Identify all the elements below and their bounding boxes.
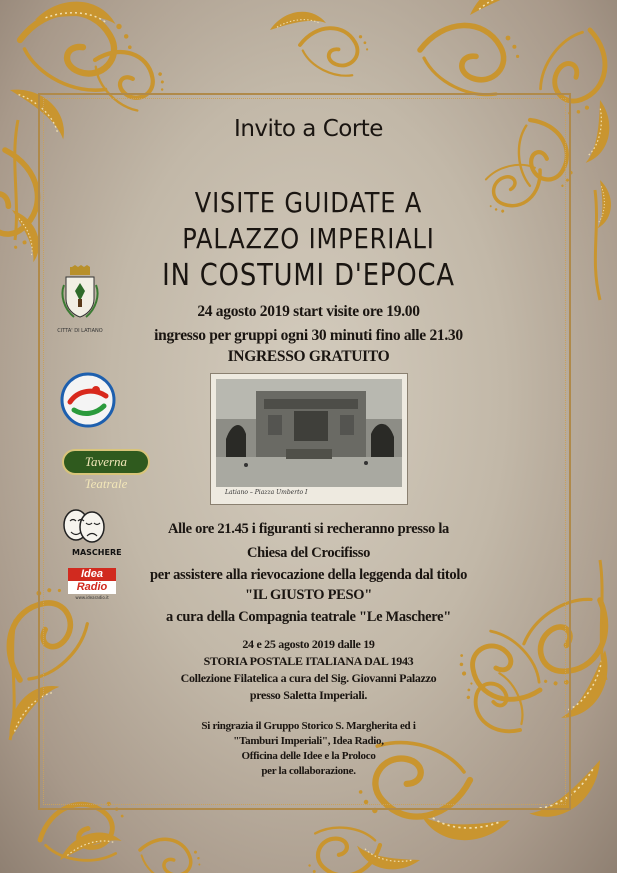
comune-coat-of-arms-icon — [60, 265, 100, 335]
expo-line-4: presso Saletta Imperiali. — [249, 688, 368, 702]
event-line-1: Alle ore 21.45 i figuranti si recheranno presso la — [167, 521, 450, 537]
info-free-entry: INGRESSO GRATUITO — [227, 348, 390, 365]
thanks-line-1: Si ringrazia il Gruppo Storico S. Margherita ed i — [201, 720, 416, 732]
thanks-line-2: "Tamburi Imperiali", Idea Radio, — [233, 735, 384, 747]
event-line-4: "IL GIUSTO PESO" — [244, 587, 373, 603]
info-groups: ingresso per gruppi ogni 30 minuti fino alle 21.30 — [154, 327, 463, 344]
event-line-2: Chiesa del Crocifisso — [246, 545, 371, 561]
thanks-line-3: Officina delle Idee e la Proloco — [241, 750, 376, 762]
headline-line-2: PALAZZO IMPERIALI — [182, 222, 435, 255]
event-line-3: per assistere alla rievocazione della leggenda dal titolo — [149, 567, 468, 583]
expo-line-3: Collezione Filatelica a cura del Sig. Giovanni Palazzo — [180, 671, 437, 685]
idea-radio-top: Idea — [68, 568, 116, 581]
proloco-logo-icon — [60, 372, 116, 428]
headline-line-1: VISITE GUIDATE A — [194, 186, 423, 219]
taverna-teatrale-logo: Taverna Teatrale — [62, 449, 150, 475]
expo-line-2: STORIA POSTALE ITALIANA DAL 1943 — [203, 654, 414, 668]
historic-photo — [210, 373, 408, 505]
info-date-start: 24 agosto 2019 start visite ore 19.00 — [197, 303, 420, 320]
comune-label: CITTA' DI LATIANO — [57, 328, 103, 334]
expo-line-1: 24 e 25 agosto 2019 dalle 19 — [242, 637, 375, 651]
thanks-line-4: per la collaborazione. — [261, 765, 356, 777]
idea-radio-url: www.idearadio.it — [75, 595, 109, 600]
photo-caption: Latiano – Piazza Umberto I — [225, 489, 308, 496]
invito-title: Invito a Corte — [234, 116, 383, 142]
maschere-label: MASCHERE — [72, 548, 122, 557]
palazzo-photo-image — [216, 379, 402, 487]
idea-radio-bottom: Radio — [68, 581, 116, 594]
event-line-5: a cura della Compagnia teatrale "Le Maschere" — [165, 609, 452, 625]
headline-line-3: IN COSTUMI D'EPOCA — [162, 258, 455, 293]
